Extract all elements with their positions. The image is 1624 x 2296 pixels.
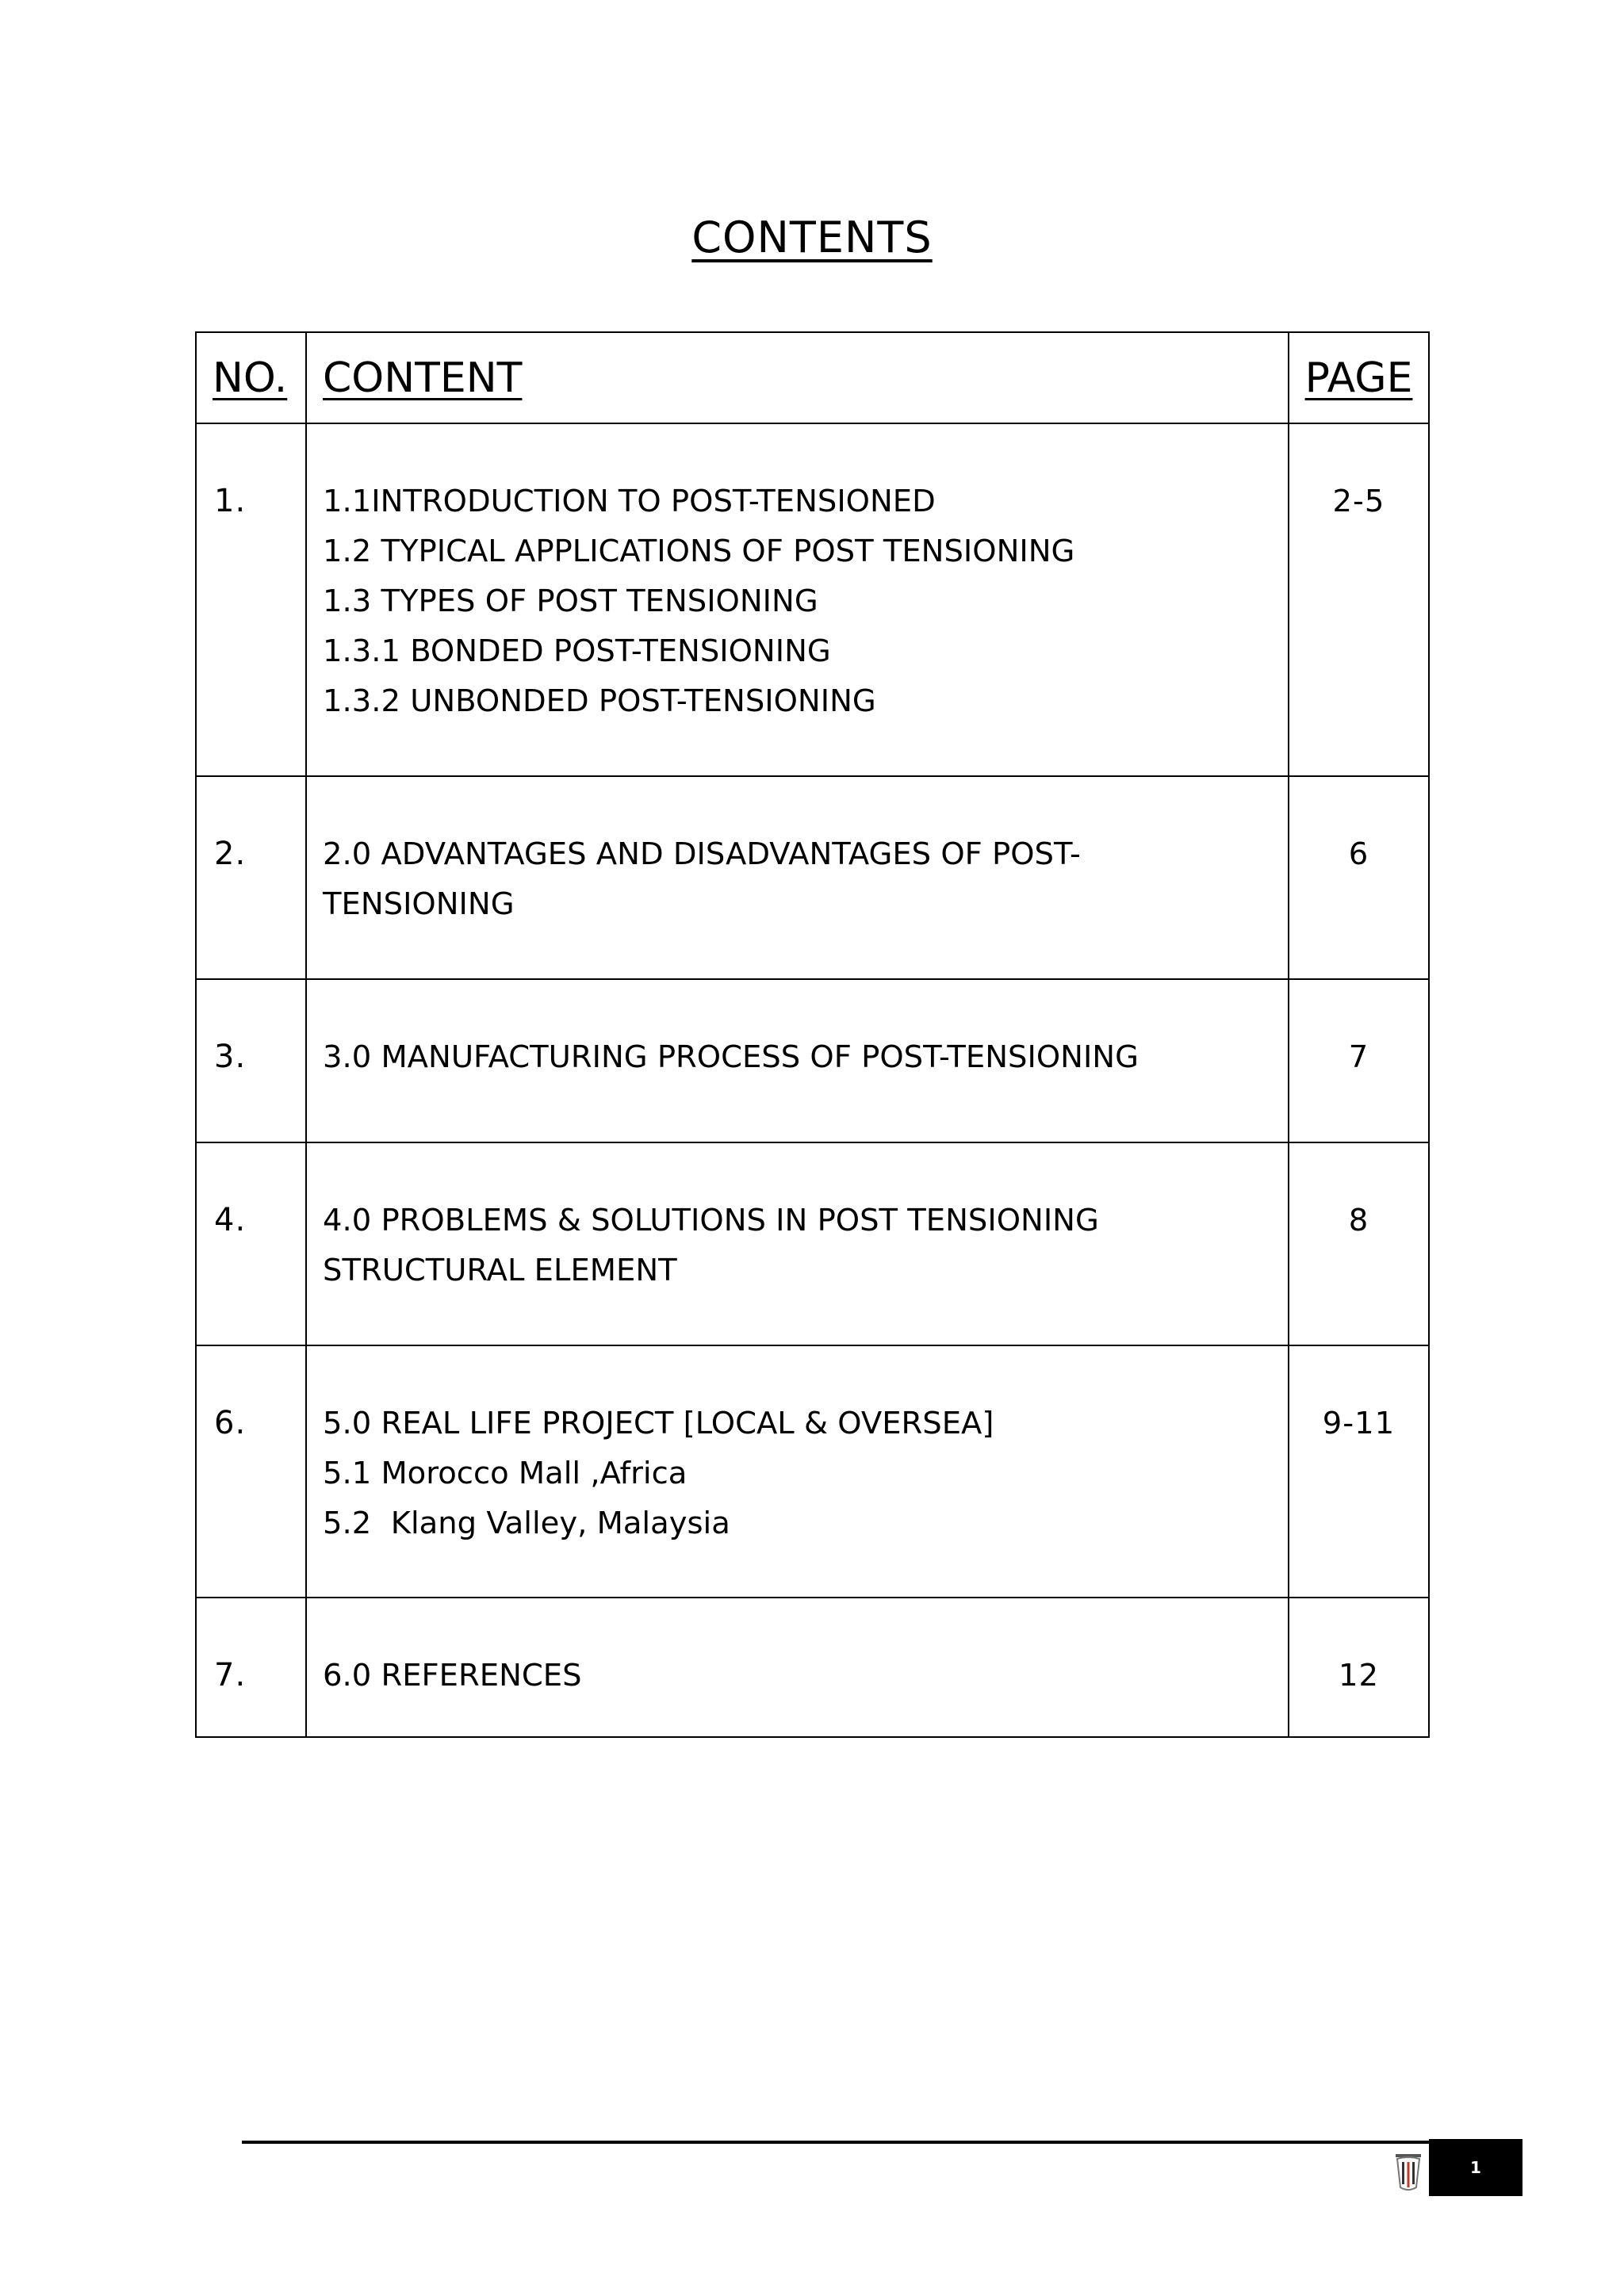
header-no-label: NO. [213,354,288,402]
row-content [306,1345,1289,1598]
row-number: 2. [196,776,306,979]
table-row [196,776,1429,979]
row-content [306,1598,1289,1737]
content-line: 1.2 TYPICAL APPLICATIONS OF POST TENSIONING [323,534,1075,569]
table-row [196,1598,1429,1737]
row-number: 4. [196,1142,306,1345]
content-line: 5.1 Morocco Mall ,Africa [323,1456,688,1491]
row-content [306,776,1289,979]
content-line: STRUCTURAL ELEMENT [323,1253,677,1288]
table-row [196,979,1429,1142]
row-page: 6 [1289,776,1429,979]
contents-table [195,331,1430,1738]
row-page: 8 [1289,1142,1429,1345]
row-content [306,979,1289,1142]
row-content [306,1142,1289,1345]
row-page: 9-11 [1289,1345,1429,1598]
header-content [306,332,1289,423]
content-line: 2.0 ADVANTAGES AND DISADVANTAGES OF POST- [323,836,1081,872]
row-number: 1. [196,423,306,776]
content-line: TENSIONING [323,886,515,922]
content-line: 1.3 TYPES OF POST TENSIONING [323,584,818,619]
university-crest-icon [1392,2151,1424,2192]
content-line: 5.2 Klang Valley, Malaysia [323,1506,730,1541]
table-row [196,1142,1429,1345]
row-page: 7 [1289,979,1429,1142]
row-number: 3. [196,979,306,1142]
footer-rule [242,2141,1429,2144]
page-title: CONTENTS [691,212,933,262]
header-no [196,332,306,423]
content-line: 1.3.2 UNBONDED POST-TENSIONING [323,683,876,719]
content-line: 1.3.1 BONDED POST-TENSIONING [323,633,831,669]
content-line: 5.0 REAL LIFE PROJECT [LOCAL & OVERSEA] [323,1406,994,1441]
content-line: 6.0 REFERENCES [323,1658,582,1693]
row-content [306,423,1289,776]
table-row [196,1345,1429,1598]
table-row [196,423,1429,776]
content-line: 1.1INTRODUCTION TO POST-TENSIONED [323,484,936,519]
header-page-label: PAGE [1304,354,1413,402]
header-content-label: CONTENT [323,354,523,402]
content-line: 3.0 MANUFACTURING PROCESS OF POST-TENSIONING [323,1039,1139,1075]
page-number-box [1429,2139,1522,2196]
header-page [1289,332,1429,423]
row-page: 12 [1289,1598,1429,1737]
page-number: 1 [1470,2158,1481,2177]
row-number: 7. [196,1598,306,1737]
content-line: 4.0 PROBLEMS & SOLUTIONS IN POST TENSIONING [323,1203,1099,1238]
row-number: 6. [196,1345,306,1598]
row-page: 2-5 [1289,423,1429,776]
table-header-row [196,332,1429,423]
